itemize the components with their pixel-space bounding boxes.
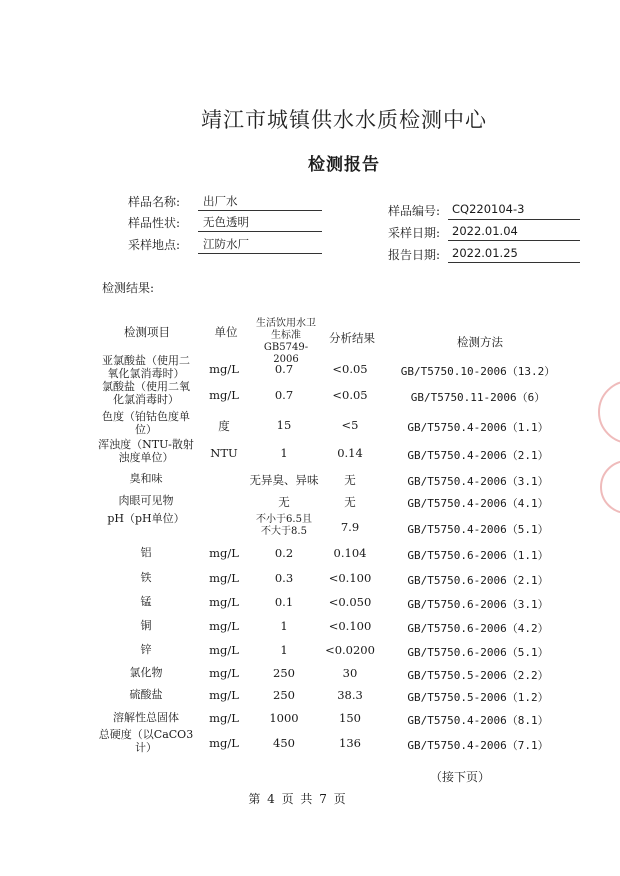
item-standard: 1000 — [269, 711, 299, 725]
sample-trait-underline — [198, 231, 322, 232]
continued-note: （接下页） — [429, 770, 491, 784]
org-title: 靖江市城镇供水水质检测中心 — [201, 108, 487, 132]
item-method: GB/T5750.6-2006（3.1） — [407, 598, 549, 611]
item-unit: mg/L — [209, 711, 239, 725]
item-standard: 0.2 — [274, 546, 294, 560]
item-unit: mg/L — [209, 736, 239, 750]
header-standard: 生活饮用水卫生标准GB5749-2006 — [256, 318, 316, 365]
sample-no-value: CQ220104-3 — [452, 202, 525, 216]
sample-trait-label: 样品性状: — [128, 216, 181, 230]
item-method: GB/T5750.6-2006（5.1） — [407, 646, 549, 659]
item-method: GB/T5750.6-2006（4.2） — [407, 622, 549, 635]
item-method: GB/T5750.4-2006（4.1） — [407, 497, 549, 510]
item-unit: mg/L — [209, 666, 239, 680]
sample-date-value: 2022.01.04 — [452, 224, 518, 238]
report-title: 检测报告 — [308, 155, 380, 175]
item-result: 无 — [344, 473, 356, 487]
item-name: 锌 — [140, 643, 152, 656]
item-method: GB/T5750.5-2006（2.2） — [407, 669, 549, 682]
item-name: 浑浊度（NTU-散射浊度单位） — [98, 438, 194, 464]
item-standard: 450 — [273, 736, 295, 750]
stamp-mark — [600, 460, 620, 514]
item-result: 136 — [339, 736, 361, 750]
sample-trait-value: 无色透明 — [203, 215, 249, 229]
item-name: 溶解性总固体 — [113, 711, 179, 724]
item-result: <0.050 — [328, 595, 372, 609]
item-unit: mg/L — [209, 619, 239, 633]
header-item: 检测项目 — [124, 325, 170, 339]
item-standard: 1 — [280, 643, 288, 657]
item-name: 臭和味 — [129, 472, 163, 485]
item-standard: 0.3 — [274, 571, 294, 585]
item-name: 氯酸盐（使用二氧化氯消毒时） — [102, 380, 190, 406]
item-method: GB/T5750.11-2006（6） — [410, 391, 546, 404]
item-standard: 1 — [280, 619, 288, 633]
item-name: 总硬度（以CaCO3计） — [98, 728, 194, 754]
item-unit: mg/L — [209, 688, 239, 702]
sample-name-label: 样品名称: — [128, 195, 181, 209]
item-result: <0.05 — [332, 362, 368, 376]
item-result: <0.05 — [332, 388, 368, 402]
item-standard: 无 — [278, 495, 290, 509]
sample-name-underline — [198, 210, 322, 211]
item-standard: 无异臭、异味 — [249, 473, 319, 487]
item-result: 0.14 — [337, 446, 363, 460]
item-name: 铜 — [140, 619, 152, 632]
item-standard: 不小于6.5且不大于8.5 — [256, 514, 312, 537]
report-date-underline — [448, 262, 580, 263]
report-date-value: 2022.01.25 — [452, 246, 518, 260]
item-result: <0.100 — [328, 571, 372, 585]
item-name: 氯化物 — [129, 666, 163, 679]
item-name: 铝 — [140, 546, 152, 559]
item-method: GB/T5750.4-2006（3.1） — [407, 475, 549, 488]
item-method: GB/T5750.10-2006（13.2） — [400, 365, 556, 378]
item-unit: 度 — [218, 419, 230, 433]
item-method: GB/T5750.5-2006（1.2） — [407, 691, 549, 704]
item-name: 锰 — [140, 595, 152, 608]
item-standard: 250 — [273, 688, 295, 702]
header-method: 检测方法 — [457, 335, 503, 349]
sample-name-value: 出厂水 — [203, 194, 238, 208]
item-result: <0.0200 — [325, 643, 375, 657]
item-standard: 1 — [280, 446, 288, 460]
page-number: 第 4 页 共 7 页 — [248, 792, 346, 806]
item-unit: mg/L — [209, 362, 239, 376]
sample-date-label: 采样日期: — [388, 226, 441, 240]
item-unit: mg/L — [209, 643, 239, 657]
item-result: <5 — [341, 418, 359, 432]
item-standard: 0.1 — [274, 595, 294, 609]
item-result: 7.9 — [340, 520, 360, 534]
header-result: 分析结果 — [329, 331, 375, 345]
item-standard: 0.7 — [274, 362, 294, 376]
item-unit: mg/L — [209, 388, 239, 402]
item-name: 肉眼可见物 — [118, 494, 174, 507]
item-unit: NTU — [210, 446, 238, 460]
item-standard: 250 — [273, 666, 295, 680]
item-unit: mg/L — [209, 546, 239, 560]
item-result: 150 — [339, 711, 361, 725]
item-method: GB/T5750.4-2006（1.1） — [407, 421, 549, 434]
item-standard: 15 — [276, 418, 292, 432]
item-unit: mg/L — [209, 571, 239, 585]
item-result: 无 — [344, 495, 356, 509]
sample-site-value: 江防水厂 — [203, 237, 249, 251]
stamp-mark — [598, 380, 620, 444]
item-method: GB/T5750.4-2006（5.1） — [407, 523, 549, 536]
header-unit: 单位 — [214, 325, 238, 339]
sample-date-underline — [448, 240, 580, 241]
item-name: pH（pH单位） — [107, 512, 185, 525]
item-name: 硫酸盐 — [129, 688, 163, 701]
sample-no-label: 样品编号: — [388, 204, 441, 218]
item-standard: 0.7 — [274, 388, 294, 402]
item-unit: mg/L — [209, 595, 239, 609]
item-name: 亚氯酸盐（使用二氧化氯消毒时） — [102, 354, 190, 380]
item-method: GB/T5750.6-2006（1.1） — [407, 549, 549, 562]
report-date-label: 报告日期: — [388, 248, 441, 262]
item-name: 色度（铂钴色度单位） — [102, 410, 190, 436]
item-method: GB/T5750.6-2006（2.1） — [407, 574, 549, 587]
sample-no-underline — [448, 219, 580, 220]
item-result: <0.100 — [328, 619, 372, 633]
item-method: GB/T5750.4-2006（2.1） — [407, 449, 549, 462]
item-name: 铁 — [140, 571, 152, 584]
item-method: GB/T5750.4-2006（8.1） — [407, 714, 549, 727]
item-result: 30 — [342, 666, 358, 680]
sample-site-underline — [198, 253, 322, 254]
item-result: 38.3 — [337, 688, 363, 702]
item-result: 0.104 — [333, 546, 367, 560]
results-label: 检测结果: — [102, 281, 155, 295]
item-method: GB/T5750.4-2006（7.1） — [407, 739, 549, 752]
sample-site-label: 采样地点: — [128, 238, 181, 252]
